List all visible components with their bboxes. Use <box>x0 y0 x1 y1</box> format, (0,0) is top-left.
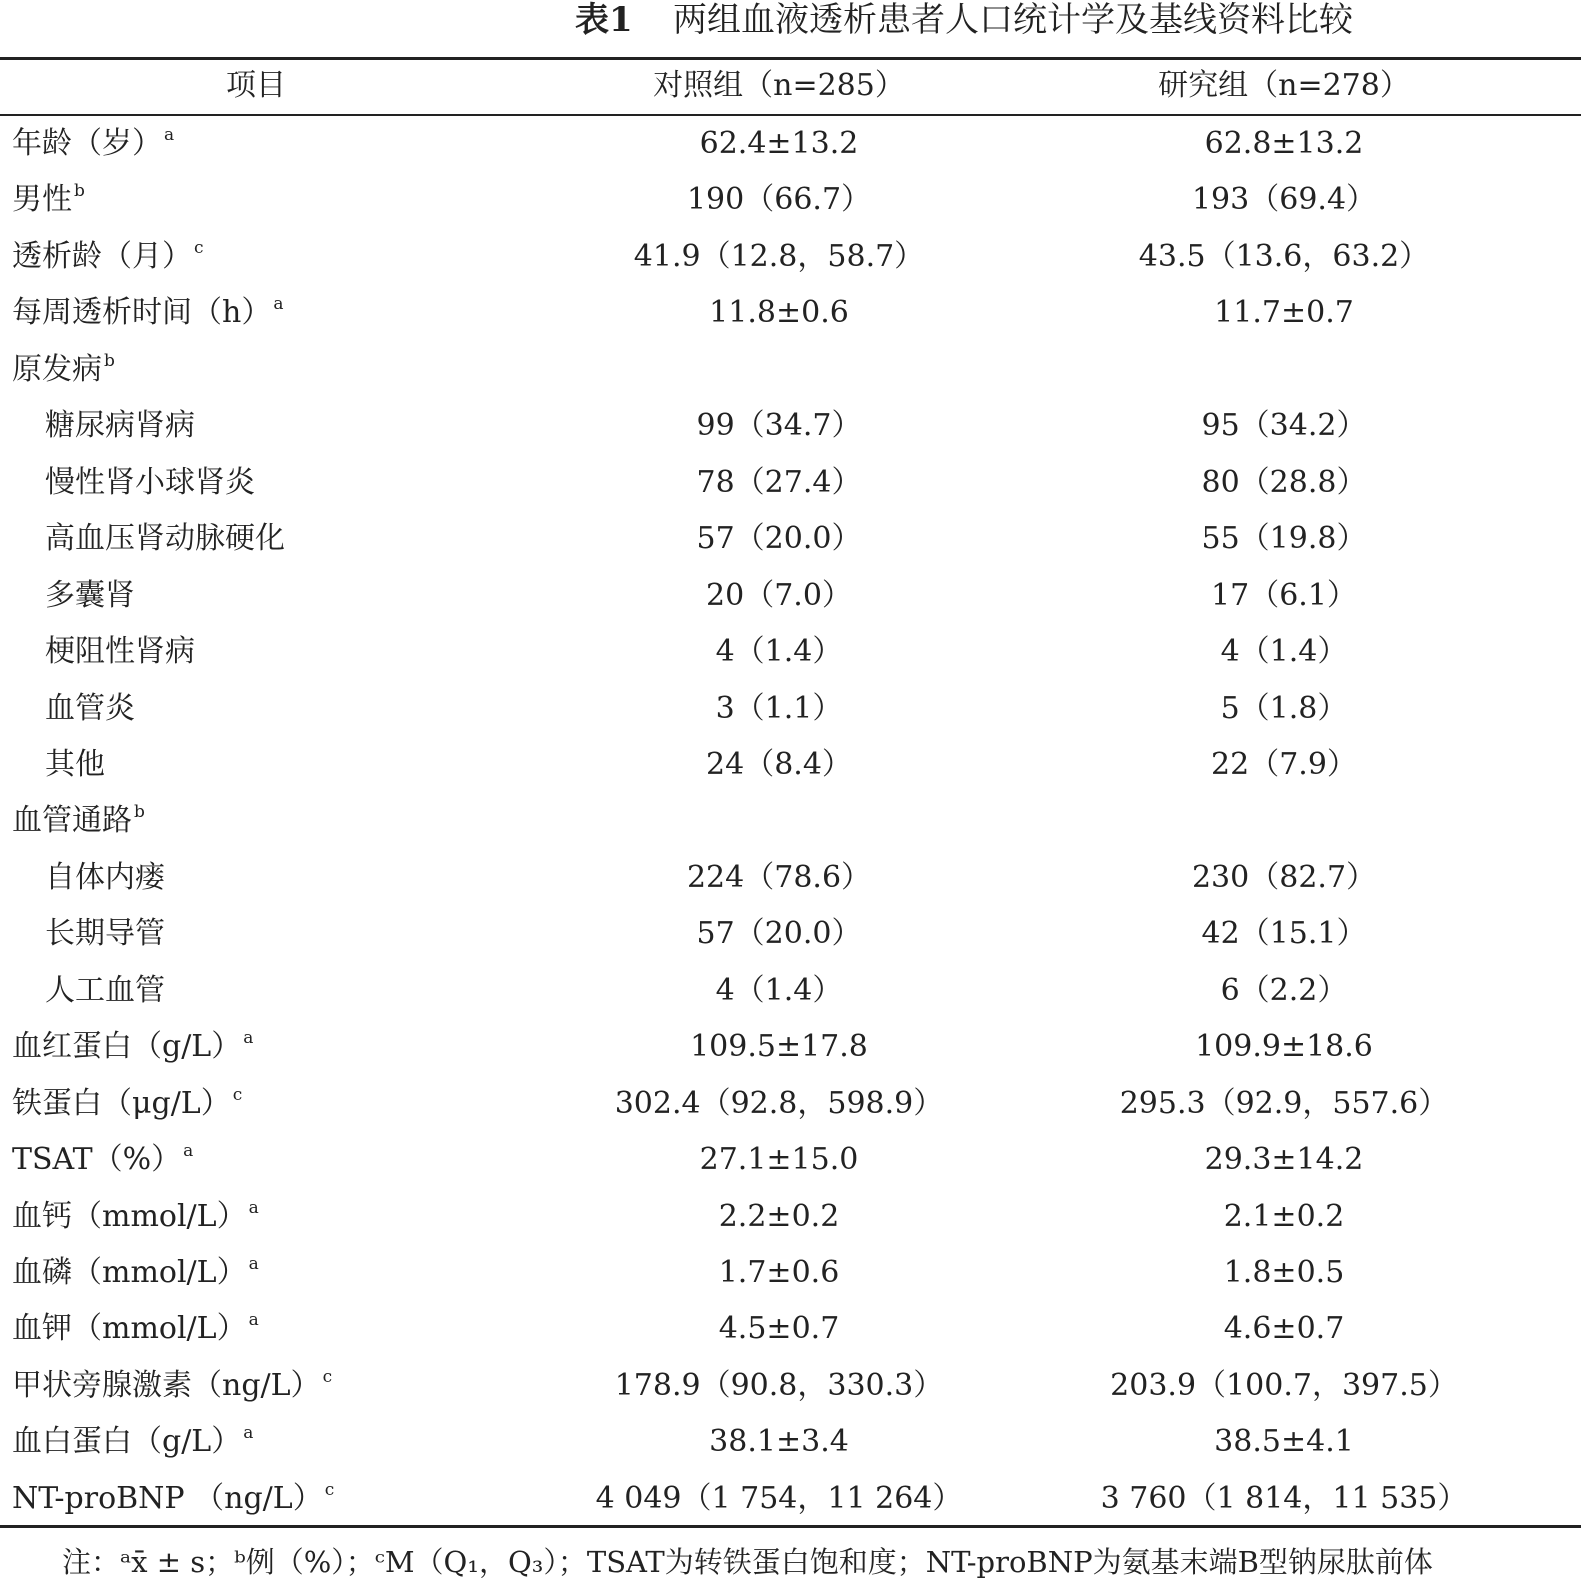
row-label-text: 血红蛋白（g/L） <box>12 1029 242 1065</box>
row-label-text: 血管通路 <box>12 803 132 839</box>
control-value: 20（7.0） <box>706 577 852 613</box>
row-label <box>45 568 135 624</box>
table-caption: 两组血液透析患者人口统计学及基线资料比较 <box>673 0 1353 40</box>
row-label-text: 铁蛋白（μg/L） <box>12 1085 231 1121</box>
control-value: 41.9（12.8，58.7） <box>633 238 925 274</box>
row-label-text: 高血压肾动脉硬化 <box>45 521 285 557</box>
study-value: 193（69.4） <box>1191 182 1377 218</box>
table-row <box>0 850 1581 906</box>
table-header-row <box>0 58 1581 114</box>
table-number: 表1 <box>575 0 633 40</box>
control-value: 4.5±0.7 <box>718 1311 840 1347</box>
study-value: 203.9（100.7，397.5） <box>1110 1367 1458 1403</box>
control-value: 178.9（90.8，330.3） <box>614 1367 944 1403</box>
table-row <box>0 737 1581 793</box>
table-row <box>0 1245 1581 1301</box>
table-row <box>0 172 1581 228</box>
study-value: 6（2.2） <box>1220 972 1348 1008</box>
footnote-marker: b <box>104 350 115 371</box>
table-row <box>0 793 1581 849</box>
table-row <box>0 1019 1581 1075</box>
study-value: 109.9±18.6 <box>1195 1029 1373 1065</box>
study-value: 2.1±0.2 <box>1223 1198 1345 1234</box>
table-row <box>0 1076 1581 1132</box>
study-value: 95（34.2） <box>1201 408 1367 444</box>
row-label <box>12 1132 193 1188</box>
study-value: 4.6±0.7 <box>1223 1311 1345 1347</box>
row-label <box>45 624 195 680</box>
row-label-text: 每周透析时间（h） <box>12 295 272 331</box>
study-value: 38.5±4.1 <box>1214 1424 1354 1460</box>
row-label-text: 血磷（mmol/L） <box>12 1255 247 1290</box>
row-label <box>45 398 195 454</box>
control-value: 1.7±0.6 <box>718 1255 840 1290</box>
table-row <box>0 511 1581 567</box>
study-value: 11.7±0.7 <box>1214 295 1354 331</box>
control-value: 99（34.7） <box>696 408 862 444</box>
study-value: 295.3（92.9，557.6） <box>1119 1085 1449 1121</box>
footnote-marker: a <box>243 1423 254 1444</box>
study-value: 62.8±13.2 <box>1204 126 1364 161</box>
footnote-marker: a <box>248 1197 259 1218</box>
study-value: 4（1.4） <box>1220 634 1348 670</box>
row-label <box>12 1019 253 1075</box>
row-label-text: 其他 <box>45 746 105 782</box>
row-label <box>45 455 255 511</box>
table-row <box>0 1358 1581 1414</box>
footnote-marker: a <box>164 125 175 145</box>
study-value: 55（19.8） <box>1201 521 1367 557</box>
footnote-marker: c <box>194 237 204 258</box>
row-label <box>45 963 165 1019</box>
table-note: 注：ᵃx̄ ± s；ᵇ例（%）；ᶜM（Q₁，Q₃）；TSAT为转铁蛋白饱和度；NT-proBNP为氨基末端B型钠尿肽前体 <box>62 1545 1433 1579</box>
row-label-text: 甲状旁腺激素（ng/L） <box>12 1367 321 1403</box>
footnote-marker: a <box>183 1141 194 1162</box>
study-value: 17（6.1） <box>1211 577 1357 613</box>
study-value: 230（82.7） <box>1191 859 1377 895</box>
row-label-text: 原发病 <box>12 351 102 387</box>
row-label-text: 多囊肾 <box>45 577 135 613</box>
row-label <box>12 1189 259 1245</box>
footnote-marker: b <box>134 802 145 823</box>
row-label <box>45 850 165 906</box>
row-label-text: 长期导管 <box>45 916 165 952</box>
table-row <box>0 906 1581 962</box>
row-label-text: 人工血管 <box>45 972 165 1008</box>
study-value: 5（1.8） <box>1220 690 1348 726</box>
control-value: 78（27.4） <box>696 464 862 500</box>
control-value: 2.2±0.2 <box>718 1198 840 1234</box>
study-value: 3 760（1 814，11 535） <box>1100 1480 1468 1516</box>
table-row <box>0 229 1581 285</box>
table-row <box>0 963 1581 1019</box>
control-value: 27.1±15.0 <box>699 1142 859 1178</box>
row-label <box>12 342 115 398</box>
row-label <box>45 681 135 737</box>
bottom-rule <box>0 1525 1581 1528</box>
table-row <box>0 624 1581 680</box>
table-row <box>0 1414 1581 1470</box>
control-value: 57（20.0） <box>696 916 862 952</box>
header-item: 项目 <box>226 68 286 103</box>
table-row <box>0 1132 1581 1188</box>
table-row <box>0 342 1581 398</box>
footnote-marker: b <box>74 181 85 202</box>
control-value: 24（8.4） <box>706 746 852 782</box>
footnote-marker: c <box>324 1479 335 1500</box>
control-value: 11.8±0.6 <box>709 295 849 331</box>
row-label <box>12 1245 259 1301</box>
table-row <box>0 1189 1581 1245</box>
header-study-group: 研究组（n=278） <box>1158 68 1410 103</box>
table-title <box>0 0 1581 52</box>
footnote-marker: a <box>273 294 284 315</box>
control-value: 3（1.1） <box>715 690 843 726</box>
control-value <box>579 342 979 398</box>
row-label <box>45 906 165 962</box>
row-label <box>12 793 145 849</box>
table-row <box>0 681 1581 737</box>
control-value: 109.5±17.8 <box>690 1029 868 1065</box>
row-label <box>12 172 85 228</box>
row-label-text: NT-proBNP （ng/L） <box>12 1480 323 1516</box>
row-label-text: 年龄（岁） <box>12 126 162 161</box>
row-label <box>12 1076 242 1132</box>
row-label-text: TSAT（%） <box>12 1142 182 1178</box>
row-label <box>45 737 105 793</box>
study-value: 29.3±14.2 <box>1204 1142 1364 1178</box>
study-value: 1.8±0.5 <box>1223 1255 1345 1290</box>
row-label-text: 糖尿病肾病 <box>45 408 195 444</box>
row-label <box>12 285 283 341</box>
control-value: 57（20.0） <box>696 521 862 557</box>
footnote-marker: c <box>322 1366 333 1387</box>
control-value: 4（1.4） <box>715 972 843 1008</box>
control-value: 62.4±13.2 <box>699 126 859 161</box>
row-label <box>12 1471 334 1527</box>
table-row <box>0 1301 1581 1357</box>
control-value: 302.4（92.8，598.9） <box>614 1085 944 1121</box>
footnote-marker: a <box>248 1254 259 1274</box>
row-label <box>12 1358 332 1414</box>
study-value <box>1084 342 1484 398</box>
study-value: 22（7.9） <box>1211 746 1357 782</box>
row-label <box>12 1301 259 1357</box>
table-row <box>0 568 1581 624</box>
row-label-text: 血钾（mmol/L） <box>12 1311 247 1347</box>
control-value: 4（1.4） <box>715 634 843 670</box>
row-label <box>12 116 174 172</box>
row-label-text: 梗阻性肾病 <box>45 634 195 670</box>
control-value <box>579 793 979 849</box>
table-row <box>0 1471 1581 1527</box>
footnote-marker: a <box>248 1310 259 1331</box>
study-value: 42（15.1） <box>1201 916 1367 952</box>
footnote-marker: a <box>243 1028 254 1049</box>
row-label <box>12 1414 253 1470</box>
table-row <box>0 398 1581 454</box>
row-label-text: 男性 <box>12 182 72 218</box>
table-row <box>0 455 1581 511</box>
control-value: 38.1±3.4 <box>709 1424 849 1460</box>
row-label-text: 血白蛋白（g/L） <box>12 1424 242 1460</box>
control-value: 224（78.6） <box>686 859 872 895</box>
study-value: 43.5（13.6，63.2） <box>1138 238 1430 274</box>
row-label <box>12 229 204 285</box>
row-label-text: 血管炎 <box>45 690 135 726</box>
header-control-group: 对照组（n=285） <box>653 68 905 103</box>
study-value <box>1084 793 1484 849</box>
study-value: 80（28.8） <box>1201 464 1367 500</box>
control-value: 190（66.7） <box>686 182 872 218</box>
footnote-marker: c <box>232 1084 243 1105</box>
row-label-text: 慢性肾小球肾炎 <box>45 464 255 500</box>
table-row <box>0 116 1581 172</box>
table-row <box>0 285 1581 341</box>
row-label <box>45 511 285 567</box>
control-value: 4 049（1 754，11 264） <box>595 1480 963 1516</box>
row-label-text: 血钙（mmol/L） <box>12 1198 247 1234</box>
row-label-text: 自体内瘘 <box>45 859 165 895</box>
row-label-text: 透析龄（月） <box>12 238 192 274</box>
